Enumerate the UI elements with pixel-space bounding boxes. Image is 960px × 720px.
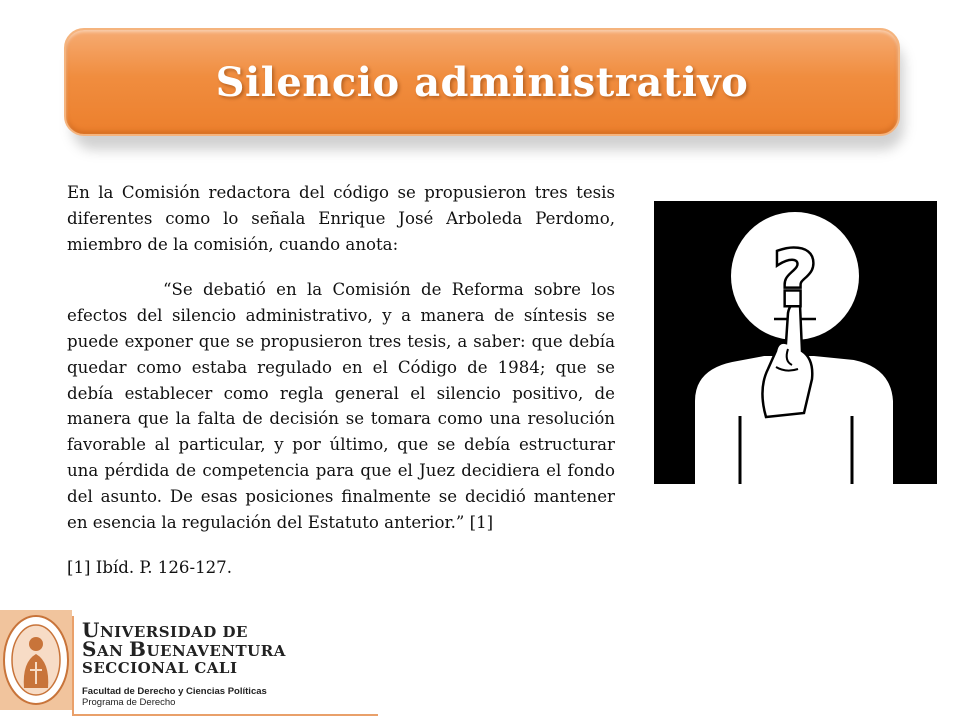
quote-paragraph: “Se debatió en la Comisión de Reforma sobre los efectos del silencio administrativo, y a manera de síntesis se puede exponer que se propusieron tres tesis, a saber: que debía quedar como estaba regulado en el Código de 1984; que se debía establecer como regla general el silencio positivo, de manera que la falta de decisión se tomara como una resolución favorable al particular, y por último, que se debía estructurar una pérdida de competencia para que el Juez decidiera el fondo del asunto. De esas posiciones finalmente se decidió mantener en esencia la regulación del Estatuto anterior.” [1] — [67, 280, 615, 532]
logo-line3: SECCIONAL CALI — [82, 659, 238, 677]
logo-initial-b: B — [129, 637, 147, 661]
intro-paragraph: En la Comisión redactora del código se propusieron tres tesis diferentes como lo señala Enrique José Arboleda Perdomo, miembro de la comisión, cuando anota: — [67, 183, 615, 254]
university-seal-icon — [0, 610, 72, 710]
faculty-name: Facultad de Derecho y Ciencias Políticas — [82, 686, 267, 697]
question-mark: ? — [772, 234, 818, 323]
program-name: Programa de Derecho — [82, 697, 176, 708]
logo-initial-u: U — [82, 618, 100, 642]
logo-line1: NIVERSIDAD DE — [99, 623, 248, 641]
logo-line2-mid: AN — [96, 642, 130, 660]
slide-body — [67, 180, 615, 581]
university-name — [82, 618, 286, 677]
thinking-person-question-mark-icon — [654, 201, 937, 484]
logo-line2-rest: UENAVENTURA — [146, 642, 286, 660]
logo-initial-s: S — [82, 637, 97, 661]
logo-divider-vertical — [72, 616, 74, 714]
logo-divider-horizontal — [72, 714, 378, 716]
university-logo — [0, 606, 380, 720]
slide-title: Silencio administrativo — [215, 58, 749, 106]
footnote: [1] Ibíd. P. 126-127. — [67, 558, 233, 578]
title-banner — [64, 28, 900, 136]
faculty-block — [82, 686, 267, 708]
